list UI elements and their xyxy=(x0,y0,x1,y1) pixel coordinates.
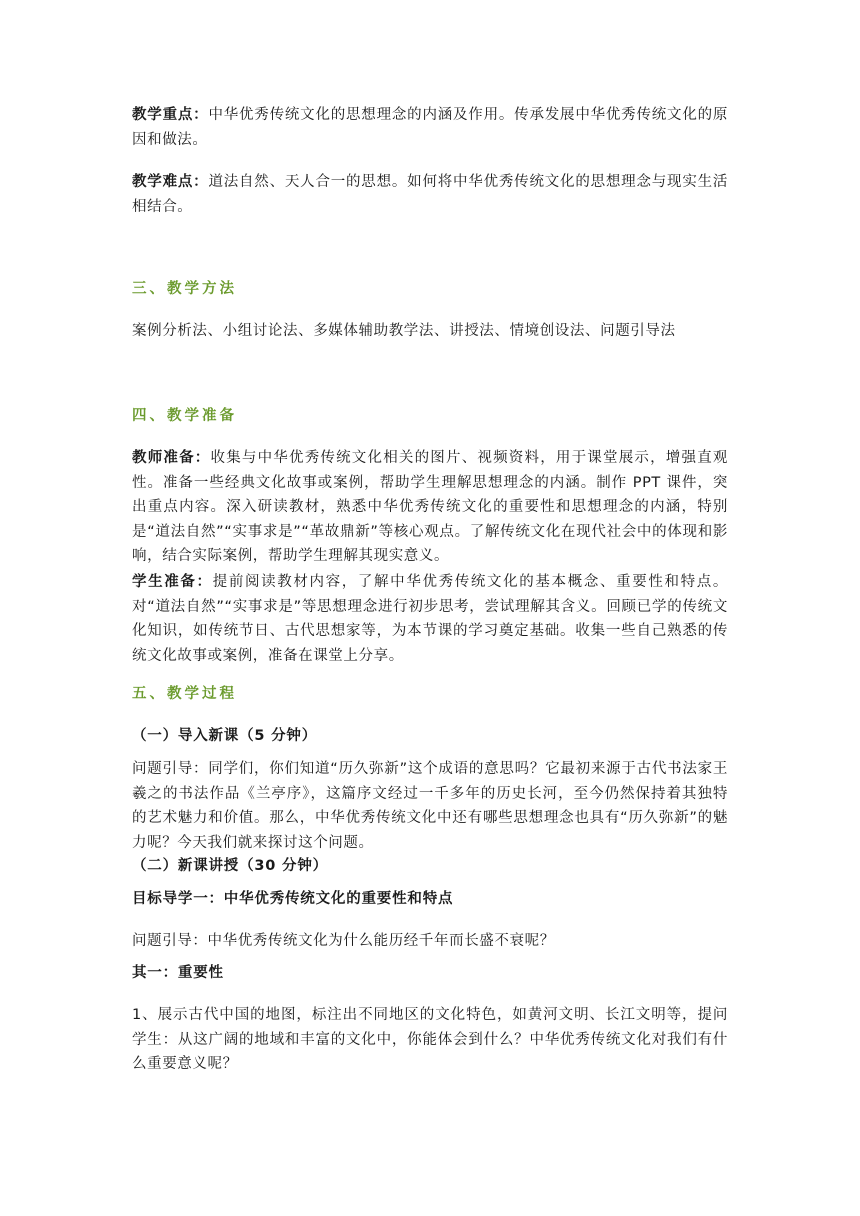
section-heading-methods: 三、教学方法 xyxy=(132,281,237,297)
part1-item1: 1、展示古代中国的地图，标注出不同地区的文化特色，如黄河文明、长江文明等，提问学生：从这广阔的地域和丰富的文化中，你能体会到什么？中华优秀传统文化对我们有什么重要意义呢？ xyxy=(132,1007,728,1072)
student-preparation-label: 学生准备： xyxy=(132,574,213,590)
section-heading-process: 五、教学过程 xyxy=(132,686,237,702)
goal1-question: 问题引导：中华优秀传统文化为什么能历经千年而长盛不衰呢？ xyxy=(132,933,555,949)
step1-title: （一）导入新课（5 分钟） xyxy=(132,728,318,744)
teaching-difficulty-label: 教学难点： xyxy=(132,174,209,190)
goal1-title: 目标导学一：中华优秀传统文化的重要性和特点 xyxy=(132,891,454,907)
student-preparation-text: 提前阅读教材内容，了解中华优秀传统文化的基本概念、重要性和特点。对“道法自然”“实事求是”等思想理念进行初步思考，尝试理解其含义。回顾已学的传统文化知识，如传统节日、古代思想家等，为本节课的学习奠定基础。收集一些自己熟悉的传统文化故事或案例，准备在课堂上分享。 xyxy=(132,574,729,664)
part1-title: 其一：重要性 xyxy=(132,965,224,981)
teaching-focus-text: 中华优秀传统文化的思想理念的内涵及作用。传承发展中华优秀传统文化的原因和做法。 xyxy=(132,107,728,148)
teacher-preparation-text: 收集与中华优秀传统文化相关的图片、视频资料，用于课堂展示，增强直观性。准备一些经典文化故事或案例，帮助学生理解思想理念的内涵。制作 PPT 课件，突出重点内容。深入研读教材，熟悉中华优秀传统文化的重要性和思想理念的内涵，特别是“道法自然”“实事求是”“革故鼎新”等核心观点。了解传统文化在现代社会中的体现和影响，结合实际案例，帮助学生理解其现实意义。 xyxy=(132,450,728,564)
teaching-focus-paragraph xyxy=(132,103,728,152)
step1-text: 问题引导：同学们，你们知道“历久弥新”这个成语的意思吗？它最初来源于古代书法家王羲之的书法作品《兰亭序》，这篇序文经过一千多年的历史长河，至今仍然保持着其独特的艺术魅力和价值。那么，中华优秀传统文化中还有哪些思想理念也具有“历久弥新”的魅力呢？今天我们就来探讨这个问题。 xyxy=(132,761,728,851)
teacher-preparation-label: 教师准备： xyxy=(132,450,211,466)
teacher-preparation-paragraph xyxy=(132,446,728,569)
student-preparation-paragraph xyxy=(132,570,728,668)
teaching-difficulty-paragraph xyxy=(132,170,728,219)
teaching-focus-label: 教学重点： xyxy=(132,107,209,123)
teaching-difficulty-text: 道法自然、天人合一的思想。如何将中华优秀传统文化的思想理念与现实生活相结合。 xyxy=(132,174,728,215)
section-heading-preparation: 四、教学准备 xyxy=(132,408,237,424)
methods-text: 案例分析法、小组讨论法、多媒体辅助教学法、讲授法、情境创设法、问题引导法 xyxy=(132,323,676,339)
step2-title: （二）新课讲授（30 分钟） xyxy=(132,858,328,874)
